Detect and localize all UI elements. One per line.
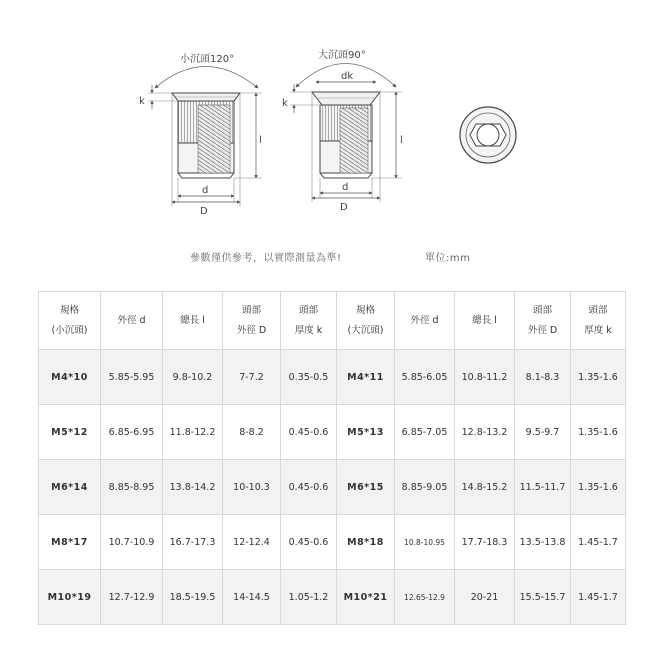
table-cell: 16.7-17.3 xyxy=(163,515,223,570)
table-cell: 0.45-0.6 xyxy=(281,460,337,515)
table-cell: 5.85-5.95 xyxy=(101,350,163,405)
table-cell: 1.45-1.7 xyxy=(571,570,626,625)
table-cell: 14-14.5 xyxy=(223,570,281,625)
table-header-row xyxy=(39,292,626,350)
top-view-drawing xyxy=(460,107,516,163)
table-cell: M10*19 xyxy=(39,570,101,625)
table-cell: 0.35-0.5 xyxy=(281,350,337,405)
table-cell: M4*10 xyxy=(39,350,101,405)
table-cell: 17.7-18.3 xyxy=(455,515,515,570)
large-l-label: l xyxy=(400,135,403,146)
header-cell: 外徑 d xyxy=(395,292,455,350)
header-cell: 總長 l xyxy=(163,292,223,350)
table-cell: 0.45-0.6 xyxy=(281,405,337,460)
spec-table xyxy=(38,291,626,625)
table-cell: M6*14 xyxy=(39,460,101,515)
technical-drawing xyxy=(0,0,660,240)
small-head-nut-drawing xyxy=(139,52,262,217)
table-cell: 11.8-12.2 xyxy=(163,405,223,460)
table-cell: 8.1-8.3 xyxy=(515,350,571,405)
small-d-label: d xyxy=(202,185,209,196)
small-D-label: D xyxy=(200,206,208,217)
table-cell: 8-8.2 xyxy=(223,405,281,460)
small-l-label: l xyxy=(259,135,262,146)
table-cell: 1.05-1.2 xyxy=(281,570,337,625)
header-cell: 規格 (小沉頭) xyxy=(39,292,101,350)
header-cell: 頭部 厚度 k xyxy=(281,292,337,350)
table-cell: 10-10.3 xyxy=(223,460,281,515)
table-cell: 18.5-19.5 xyxy=(163,570,223,625)
table-row xyxy=(39,405,626,460)
small-k-label: k xyxy=(139,96,145,107)
unit-note: 單位:mm xyxy=(425,253,471,264)
header-cell: 規格 (大沉頭) xyxy=(337,292,395,350)
table-cell: 10.8-10.95 xyxy=(395,515,455,570)
table-row xyxy=(39,460,626,515)
header-cell: 總長 l xyxy=(455,292,515,350)
large-k-label: k xyxy=(282,98,288,109)
table-cell: M4*11 xyxy=(337,350,395,405)
table-cell: 12-12.4 xyxy=(223,515,281,570)
table-cell: 12.7-12.9 xyxy=(101,570,163,625)
table-cell: 8.85-9.05 xyxy=(395,460,455,515)
table-cell: 14.8-15.2 xyxy=(455,460,515,515)
table-cell: 10.8-11.2 xyxy=(455,350,515,405)
table-cell: 11.5-11.7 xyxy=(515,460,571,515)
table-cell: M10*21 xyxy=(337,570,395,625)
table-cell: 13.8-14.2 xyxy=(163,460,223,515)
table-cell: 1.35-1.6 xyxy=(571,460,626,515)
table-cell: 9.5-9.7 xyxy=(515,405,571,460)
reference-note: 參數僅供參考，以實際測量為準! xyxy=(190,253,342,264)
table-cell: 6.85-7.05 xyxy=(395,405,455,460)
large-dk-label: dk xyxy=(341,71,354,82)
large-d-label: d xyxy=(342,182,349,193)
small-head-label: 小沉頭120° xyxy=(180,54,235,65)
table-cell: M5*13 xyxy=(337,405,395,460)
table-cell: 7-7.2 xyxy=(223,350,281,405)
header-cell: 頭部 外徑 D xyxy=(223,292,281,350)
large-D-label: D xyxy=(340,202,348,213)
table-cell: 1.45-1.7 xyxy=(571,515,626,570)
table-cell: 12.8-13.2 xyxy=(455,405,515,460)
table-cell: 15.5-15.7 xyxy=(515,570,571,625)
header-cell: 頭部 外徑 D xyxy=(515,292,571,350)
header-cell: 頭部 厚度 k xyxy=(571,292,626,350)
table-cell: 12.65-12.9 xyxy=(395,570,455,625)
table-cell: 1.35-1.6 xyxy=(571,350,626,405)
table-cell: 0.45-0.6 xyxy=(281,515,337,570)
table-cell: 6.85-6.95 xyxy=(101,405,163,460)
table-cell: 1.35-1.6 xyxy=(571,405,626,460)
header-cell: 外徑 d xyxy=(101,292,163,350)
table-row xyxy=(39,350,626,405)
table-cell: M6*15 xyxy=(337,460,395,515)
table-cell: 9.8-10.2 xyxy=(163,350,223,405)
table-cell: 20-21 xyxy=(455,570,515,625)
table-row xyxy=(39,515,626,570)
table-cell: 5.85-6.05 xyxy=(395,350,455,405)
table-cell: 8.85-8.95 xyxy=(101,460,163,515)
large-head-label: 大沉頭90° xyxy=(318,50,366,61)
table-cell: M8*17 xyxy=(39,515,101,570)
table-cell: 10.7-10.9 xyxy=(101,515,163,570)
table-cell: M8*18 xyxy=(337,515,395,570)
table-row xyxy=(39,570,626,625)
table-cell: M5*12 xyxy=(39,405,101,460)
table-cell: 13.5-13.8 xyxy=(515,515,571,570)
large-head-nut-drawing xyxy=(282,48,403,213)
